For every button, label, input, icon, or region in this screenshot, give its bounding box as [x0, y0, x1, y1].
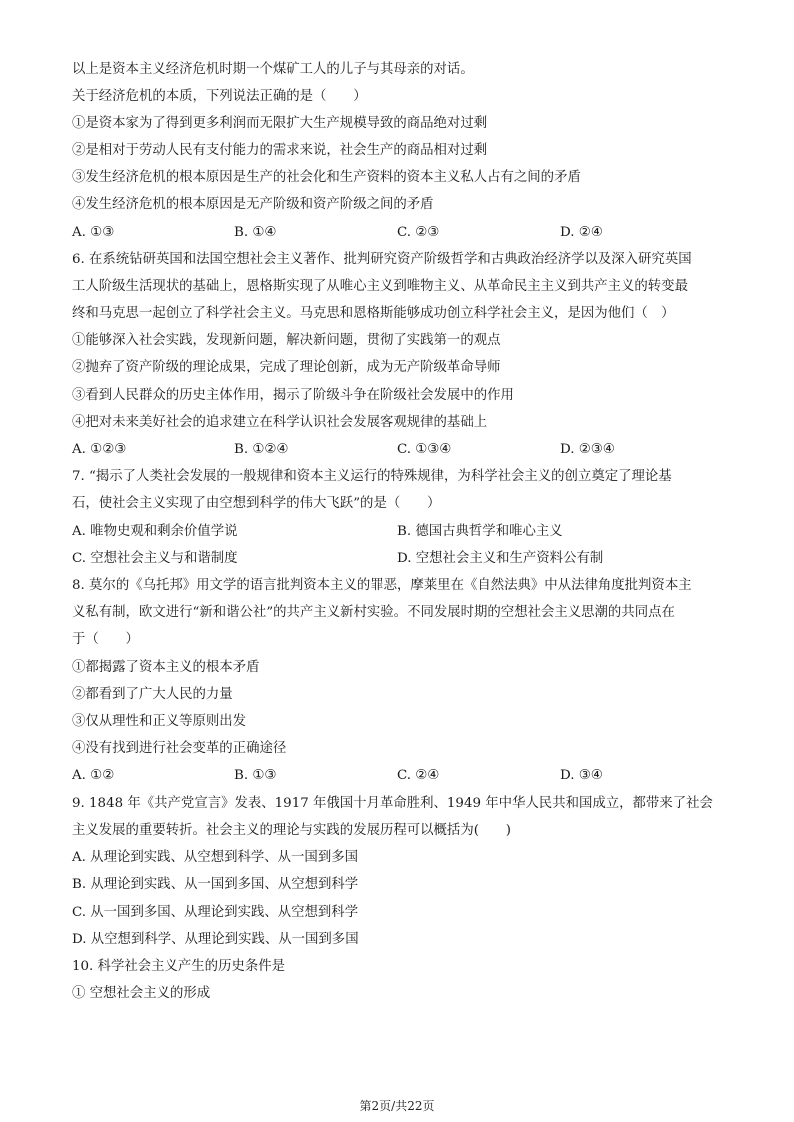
q7-option-a: A. 唯物史观和剩余价值学说	[72, 524, 238, 539]
q8-statement-3: ③仅从理性和正义等原则出发	[72, 714, 247, 729]
q5-statement-4: ④发生经济危机的根本原因是无产阶级和资产阶级之间的矛盾	[72, 197, 434, 212]
q7-option-c: C. 空想社会主义与和谐制度	[72, 551, 238, 566]
q8-option-a: A. ①②	[72, 768, 115, 783]
q5-option-d: D. ②④	[560, 225, 603, 240]
q6-option-b: B. ①②④	[234, 442, 289, 457]
q6-stem-line-2: 工人阶级生活现状的基础上，恩格斯实现了从唯心主义到唯物主义、从革命民主主义到共产主义的转变最	[72, 279, 688, 294]
q6-option-a: A. ①②③	[72, 442, 127, 457]
q5-statement-2: ②是相对于劳动人民有支付能力的需求来说，社会生产的商品相对过剩	[72, 143, 488, 158]
q7-stem-line-1: 7. “揭示了人类社会发展的一般规律和资本主义运行的特殊规律，为科学社会主义的创立奠定了理论基	[72, 469, 672, 484]
q6-stem-line-1: 6. 在系统钻研英国和法国空想社会主义著作、批判研究资产阶级哲学和古典政治经济学以及深入研究英国	[72, 252, 692, 267]
q8-option-b: B. ①③	[234, 768, 277, 783]
q5-option-a: A. ①③	[72, 225, 115, 240]
q9-option-c: C. 从一国到多国、从理论到实践、从空想到科学	[72, 905, 359, 920]
q8-stem-line-3: 于（ ）	[72, 632, 139, 647]
q9-stem-line-2: 主义发展的重要转折。社会主义的理论与实践的发展历程可以概括为( )	[72, 823, 511, 838]
q8-stem-line-2: 义私有制，欧文进行“新和谐公社”的共产主义新村实验。不同发展时期的空想社会主义思潮的共同点在	[72, 605, 675, 620]
q10-stem: 10. 科学社会主义产生的历史条件是	[72, 959, 286, 974]
q6-statement-2: ②抛弃了资产阶级的理论成果，完成了理论创新，成为无产阶级革命导师	[72, 360, 501, 375]
q8-statement-1: ①都揭露了资本主义的根本矛盾	[72, 660, 260, 675]
q5-stem: 关于经济危机的本质，下列说法正确的是（ ）	[72, 89, 367, 104]
q5-option-b: B. ①④	[234, 225, 277, 240]
q5-option-c: C. ②③	[397, 225, 440, 240]
q7-option-b: B. 德国古典哲学和唯心主义	[397, 524, 563, 539]
q6-option-c: C. ①③④	[397, 442, 452, 457]
q6-statement-4: ④把对未来美好社会的追求建立在科学认识社会发展客观规律的基础上	[72, 415, 488, 430]
q8-statement-4: ④没有找到进行社会变革的正确途径	[72, 741, 287, 756]
page-number-footer: 第2页/共22页	[359, 1099, 435, 1113]
q8-option-c: C. ②④	[397, 768, 440, 783]
q8-stem-line-1: 8. 莫尔的《乌托邦》用文学的语言批判资本主义的罪恶，摩莱里在《自然法典》中从法律角度批判资本主	[72, 578, 692, 593]
q8-option-d: D. ③④	[560, 768, 603, 783]
q9-option-a: A. 从理论到实践、从空想到科学、从一国到多国	[72, 850, 358, 865]
q5-intro: 以上是资本主义经济危机时期一个煤矿工人的儿子与其母亲的对话。	[72, 62, 474, 77]
q5-statement-3: ③发生经济危机的根本原因是生产的社会化和生产资料的资本主义私人占有之间的矛盾	[72, 170, 581, 185]
q7-stem-line-2: 石，使社会主义实现了由空想到科学的伟大飞跃”的是（ ）	[72, 496, 441, 511]
q6-stem-line-3: 终和马克思一起创立了科学社会主义。马克思和恩格斯能够成功创立科学社会主义，是因为他们（ ）	[72, 306, 675, 321]
q9-option-d: D. 从空想到科学、从理论到实践、从一国到多国	[72, 932, 359, 947]
q9-stem-line-1: 9. 1848 年《共产党宣言》发表、1917 年俄国十月革命胜利、1949 年中华人民共和国成立，都带来了社会	[72, 796, 713, 811]
q5-statement-1: ①是资本家为了得到更多利润而无限扩大生产规模导致的商品绝对过剩	[72, 116, 488, 131]
q7-option-d: D. 空想社会主义和生产资料公有制	[397, 551, 604, 566]
q6-statement-3: ③看到人民群众的历史主体作用，揭示了阶级斗争在阶级社会发展中的作用	[72, 388, 514, 403]
q6-statement-1: ①能够深入社会实践，发现新问题，解决新问题，贯彻了实践第一的观点	[72, 333, 501, 348]
q10-statement-1: ① 空想社会主义的形成	[72, 986, 211, 1001]
q9-option-b: B. 从理论到实践、从一国到多国、从空想到科学	[72, 877, 359, 892]
q6-option-d: D. ②③④	[560, 442, 615, 457]
q8-statement-2: ②都看到了广大人民的力量	[72, 687, 233, 702]
